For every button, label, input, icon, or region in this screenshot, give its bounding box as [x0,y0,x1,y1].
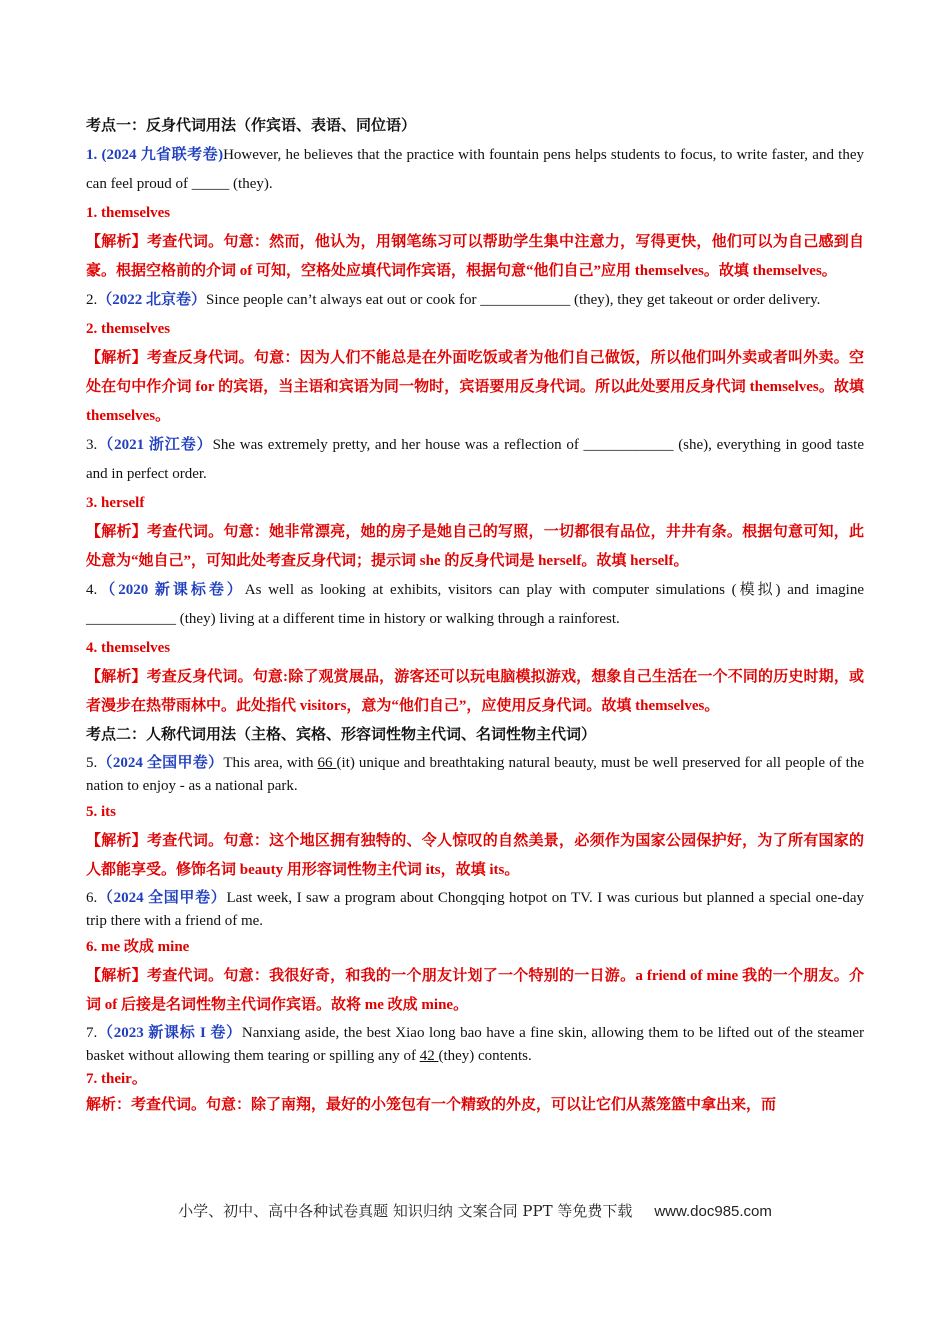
footer-text: 小学、初中、高中各种试卷真题 知识归纳 文案合同 PPT 等免费下载 [178,1202,633,1220]
question-text: Last week, I saw a program about Chongqing hotpot on TV. I was curious but planned a special one-day trip there with a friend of me. [86,890,864,929]
question-source: (2024 九省联考卷) [101,147,224,163]
question-number: 5. [86,755,98,771]
question-6 [86,887,864,933]
question-2 [86,286,864,315]
question-number: 4. [86,582,98,598]
answer-7: 7. their。 [86,1071,147,1087]
question-1 [86,141,864,199]
answer-1: 1. themselves [86,205,171,221]
question-7 [86,1022,864,1068]
question-number: 7. [86,1025,98,1041]
document-body [86,112,864,1120]
question-text-after: (it) unique and breathtaking natural beauty, must be well preserved for all people of the nation to enjoy - as a national park. [86,755,864,794]
question-source: （2022 北京卷） [97,292,207,308]
question-text-before: Nanxiang aside, the best Xiao long bao have a fine skin, allowing them to be lifted out of the steamer basket without allowing them tearing or spilling any of [86,1025,865,1064]
section-heading-2: 考点二：人称代词用法（主格、宾格、形容词性物主代词、名词性物主代词） [86,727,597,743]
question-text: Since people can’t always eat out or cook for ____________ (they), they get takeout or order delivery. [206,292,821,308]
question-source: （2024 全国甲卷） [97,755,224,771]
section-heading-1: 考点一：反身代词用法（作宾语、表语、同位语） [86,118,417,134]
question-blank: 66 [317,755,337,771]
question-number: 1. [86,147,102,163]
question-text: However, he believes that the practice with fountain pens helps students to focus, to write faster, and they can feel proud of _____ (they). [86,147,864,192]
question-source: （2023 新课标 I 卷） [97,1025,242,1041]
answer-2: 2. themselves [86,321,171,337]
question-5 [86,752,864,798]
explanation-6: 【解析】考查代词。句意：我很好奇，和我的一个朋友计划了一个特别的一日游。a friend of mine 我的一个朋友。介词 of 后接是名词性物主代词作宾语。故将 me 改成 mine。 [86,968,864,1013]
explanation-1: 【解析】考查代词。句意：然而，他认为，用钢笔练习可以帮助学生集中注意力，写得更快，他们可以为自己感到自豪。根据空格前的介词 of 可知，空格处应填代词作宾语，根据句意“他们自己”应用 themselves。故填 themselves。 [86,234,864,279]
question-source: （2021 浙江卷） [97,437,213,453]
explanation-5: 【解析】考查代词。句意：这个地区拥有独特的、令人惊叹的自然美景，必须作为国家公园保护好，为了所有国家的人都能享受。修饰名词 beauty 用形容词性物主代词 its，故填 its。 [86,833,864,878]
explanation-4: 【解析】考查反身代词。句意:除了观赏展品，游客还可以玩电脑模拟游戏，想象自己生活在一个不同的历史时期，或者漫步在热带雨林中。此处指代 visitors，意为“他们自己”，应使用反身代词。故填 themselves。 [86,669,864,714]
answer-3: 3. herself [86,495,145,511]
answer-6: 6. me 改成 mine [86,939,190,955]
question-blank: 42 [419,1048,439,1064]
question-3 [86,431,864,489]
answer-4: 4. themselves [86,640,171,656]
explanation-3: 【解析】考查代词。句意：她非常漂亮，她的房子是她自己的写照，一切都很有品位，井井有条。根据句意可知，此处意为“她自己”，可知此处考查反身代词；提示词 she 的反身代词是 herself。故填 herself。 [86,524,864,569]
explanation-7: 解析：考查代词。句意：除了南翔，最好的小笼包有一个精致的外皮，可以让它们从蒸笼篮中拿出来，而 [86,1097,777,1113]
question-text: She was extremely pretty, and her house was a reflection of ____________ (she), everything in good taste and in perfect order. [86,437,864,482]
question-text-before: This area, with [223,755,318,771]
footer-url[interactable]: www.doc985.com [654,1203,772,1220]
answer-5: 5. its [86,804,116,820]
question-number: 3. [86,437,98,453]
explanation-2: 【解析】考查反身代词。句意：因为人们不能总是在外面吃饭或者为他们自己做饭，所以他们叫外卖或者叫外卖。空处在句中作介词 for 的宾语，当主语和宾语为同一物时，宾语要用反身代词。所以此处要用反身代词 themselves。故填 themselves。 [86,350,864,424]
question-source: （2024 全国甲卷） [97,890,227,906]
question-text: As well as looking at exhibits, visitors can play with computer simulations (模拟) and imagine ____________ (they) living at a different time in history or walking through a rainforest. [86,582,864,627]
page-footer [0,1200,950,1221]
question-4 [86,576,864,634]
question-number: 2. [86,292,98,308]
question-source: （2020 新课标卷） [97,582,245,598]
question-text-after: (they) contents. [438,1048,532,1064]
question-number: 6. [86,890,98,906]
